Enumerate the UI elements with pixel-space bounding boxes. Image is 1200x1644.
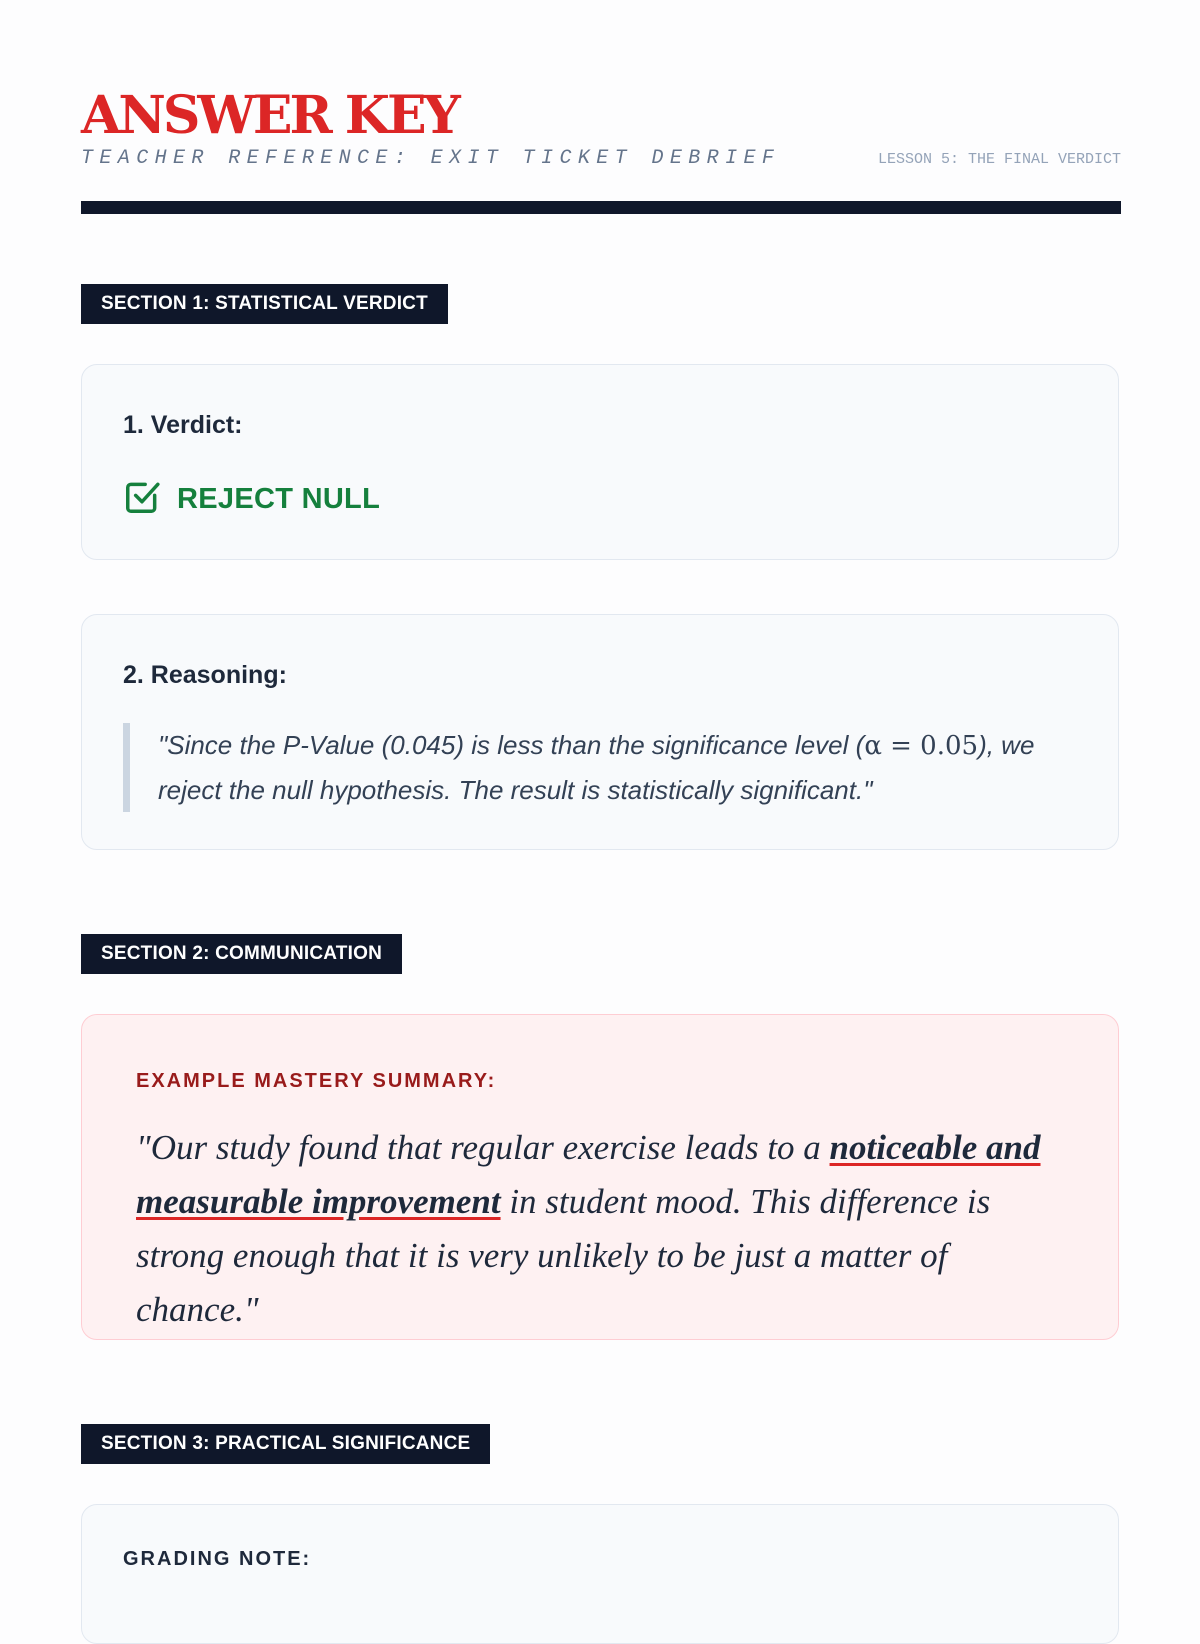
lesson-label: LESSON 5: THE FINAL VERDICT (877, 151, 1121, 168)
verdict-answer (123, 478, 380, 521)
page-title: ANSWER KEY (81, 85, 458, 146)
mastery-summary-label: EXAMPLE MASTERY SUMMARY: (136, 1070, 497, 1092)
reasoning-quote (123, 723, 1083, 812)
mastery-emphasis: noticeable and measurable improvement (136, 1128, 1041, 1221)
page-subtitle: TEACHER REFERENCE: EXIT TICKET DEBRIEF (81, 147, 781, 170)
reasoning-question-label: 2. Reasoning: (123, 661, 287, 689)
verdict-card (81, 364, 1119, 560)
reasoning-text-part2: ), we reject the null hypothesis. The result is statistically significant." (158, 730, 1035, 805)
header-divider (81, 201, 1121, 214)
section-2-label: SECTION 2: COMMUNICATION (81, 934, 402, 974)
grading-note-card (81, 1504, 1119, 1644)
mastery-summary-text (136, 1121, 1076, 1337)
checkbox-checked-icon (123, 478, 161, 521)
page-header (81, 0, 1121, 214)
reasoning-card (81, 614, 1119, 850)
mastery-text-part2: in student mood. This difference is strong enough that it is very unlikely to be just a matter of chance." (136, 1182, 991, 1329)
section-1-label: SECTION 1: STATISTICAL VERDICT (81, 284, 448, 324)
verdict-question-label: 1. Verdict: (123, 411, 243, 439)
grading-note-label: GRADING NOTE: (123, 1548, 312, 1570)
reasoning-alpha-math: α = 0.05 (864, 731, 979, 761)
section-3-label: SECTION 3: PRACTICAL SIGNIFICANCE (81, 1424, 490, 1464)
reasoning-text-part1: "Since the P-Value (0.045) is less than the significance level ( (158, 730, 865, 760)
answer-key-page (81, 0, 1121, 1570)
mastery-text-part1: "Our study found that regular exercise leads to a (136, 1128, 830, 1167)
mastery-summary-card (81, 1014, 1119, 1340)
verdict-answer-text: REJECT NULL (177, 483, 381, 515)
